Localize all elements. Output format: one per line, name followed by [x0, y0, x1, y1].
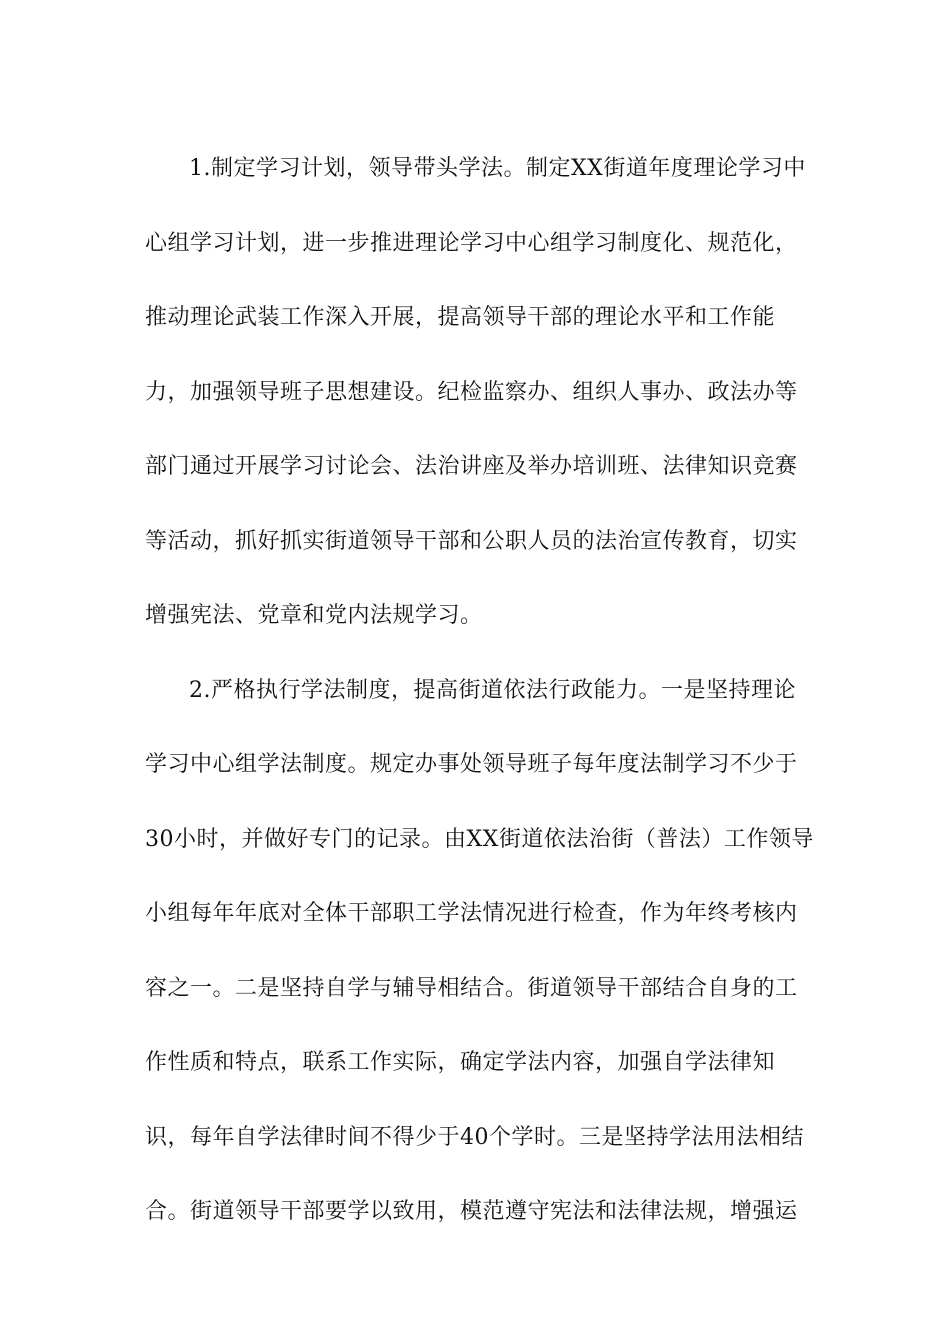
paragraph-1-line-1: 1.制定学习计划，领导带头学法。制定XX街道年度理论学习中: [189, 156, 806, 181]
paragraph-2-line-1: 2.严格执行学法制度，提高街道依法行政能力。一是坚持理论: [189, 677, 796, 703]
paragraph-2-line-2: 学习中心组学法制度。规定办事处领导班子每年度法制学习不少于: [145, 752, 798, 777]
paragraph-1-line-3: 推动理论武装工作深入开展，提高领导干部的理论水平和工作能: [145, 305, 776, 330]
paragraph-2-line-6: 作性质和特点，联系工作实际，确定学法内容，加强自学法律知: [145, 1050, 776, 1075]
body-text: [145, 132, 815, 1250]
paragraph-1-line-4: 力，加强领导班子思想建设。纪检监察办、组织人事办、政法办等: [145, 379, 798, 405]
paragraph-2-line-3: 30小时，并做好专门的记录。由XX街道依法治街（普法）工作领导: [145, 826, 814, 852]
paragraph-1-line-5: 部门通过开展学习讨论会、法治讲座及举办培训班、法律知识竞赛: [145, 454, 798, 479]
paragraph-1-line-2: 心组学习计划，进一步推进理论学习中心组学习制度化、规范化，: [145, 230, 798, 256]
paragraph-1-line-6: 等活动，抓好抓实街道领导干部和公职人员的法治宣传教育，切实: [145, 528, 798, 554]
paragraph-2-line-5: 容之一。二是坚持自学与辅导相结合。街道领导干部结合自身的工: [145, 975, 798, 1001]
paragraph-2-line-4: 小组每年年底对全体干部职工学法情况进行检查，作为年终考核内: [145, 901, 798, 926]
paragraph-2-line-8: 合。街道领导干部要学以致用，模范遵守宪法和法律法规，增强运: [145, 1199, 798, 1224]
paragraph-1-line-7: 增强宪法、党章和党内法规学习。: [145, 603, 483, 628]
paragraph-2-line-7: 识，每年自学法律时间不得少于40个学时。三是坚持学法用法相结: [145, 1124, 804, 1150]
